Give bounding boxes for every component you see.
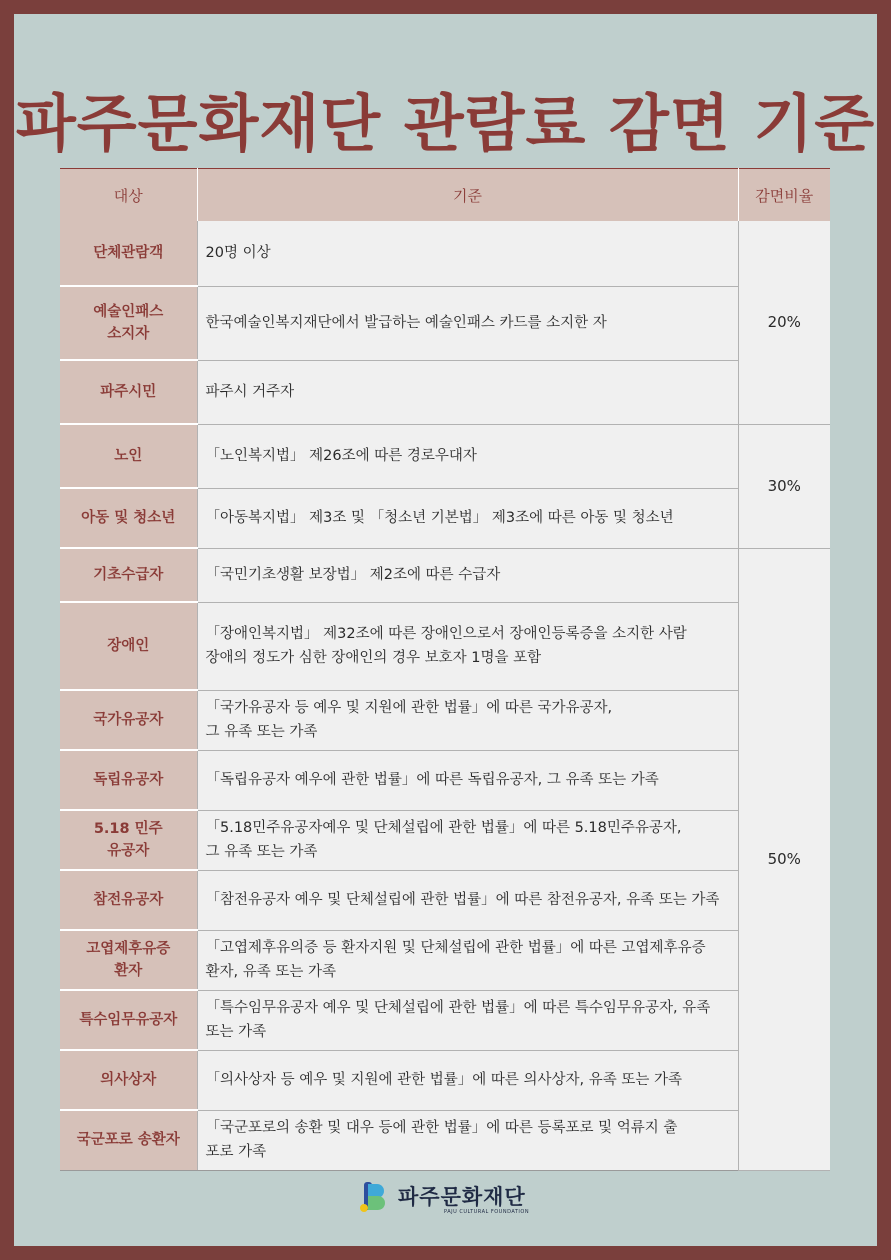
row-criteria: 20명 이상: [197, 221, 738, 286]
table-row: [60, 1110, 830, 1170]
row-target: 독립유공자: [60, 750, 197, 810]
row-target: 참전유공자: [60, 870, 197, 930]
row-target: 노인: [60, 424, 197, 488]
row-criteria: 「5.18민주유공자예우 및 단체설립에 관한 법률」에 따른 5.18민주유공자, 그 유족 또는 가족: [197, 810, 738, 870]
row-target: 국군포로 송환자: [60, 1110, 197, 1170]
table-row: [60, 1050, 830, 1110]
row-criteria: 한국예술인복지재단에서 발급하는 예술인패스 카드를 소지한 자: [197, 286, 738, 360]
row-criteria: 「독립유공자 예우에 관한 법률」에 따른 독립유공자, 그 유족 또는 가족: [197, 750, 738, 810]
discount-table: [60, 168, 830, 1171]
table-row: [60, 424, 830, 488]
row-target: 5.18 민주 유공자: [60, 810, 197, 870]
row-criteria: 「참전유공자 예우 및 단체설립에 관한 법률」에 따른 참전유공자, 유족 또는 가족: [197, 870, 738, 930]
table-row: [60, 870, 830, 930]
row-criteria: 「아동복지법」 제3조 및 「청소년 기본법」 제3조에 따른 아동 및 청소년: [197, 488, 738, 548]
row-criteria: 「국가유공자 등 예우 및 지원에 관한 법률」에 따른 국가유공자, 그 유족 또는 가족: [197, 690, 738, 750]
row-criteria: 「고엽제후유의증 등 환자지원 및 단체설립에 관한 법률」에 따른 고엽제후유증 환자, 유족 또는 가족: [197, 930, 738, 990]
row-criteria: 「의사상자 등 예우 및 지원에 관한 법률」에 따른 의사상자, 유족 또는 가족: [197, 1050, 738, 1110]
row-target: 아동 및 청소년: [60, 488, 197, 548]
page-title: 파주문화재단 관람료 감면 기준: [15, 87, 876, 160]
table-row: [60, 990, 830, 1050]
header-rate: 감면비율: [738, 169, 830, 222]
row-target: 의사상자: [60, 1050, 197, 1110]
row-criteria: 「국군포로의 송환 및 대우 등에 관한 법률」에 따른 등록포로 및 억류지 출 포로 가족: [197, 1110, 738, 1170]
row-criteria: 「노인복지법」 제26조에 따른 경로우대자: [197, 424, 738, 488]
header-criteria: 기준: [197, 169, 738, 222]
table-row: [60, 286, 830, 360]
row-target: 장애인: [60, 602, 197, 690]
table-header-row: [60, 169, 830, 222]
foundation-logo: [358, 1176, 538, 1220]
row-target: 고엽제후유증 환자: [60, 930, 197, 990]
row-target: 국가유공자: [60, 690, 197, 750]
row-target: 단체관람객: [60, 221, 197, 286]
row-target: 특수임무유공자: [60, 990, 197, 1050]
table-row: [60, 810, 830, 870]
table-row: [60, 930, 830, 990]
table-row: [60, 221, 830, 286]
foundation-logo-icon: [358, 1180, 392, 1214]
table-row: [60, 690, 830, 750]
row-criteria: 「특수임무유공자 예우 및 단체설립에 관한 법률」에 따른 특수임무유공자, 유족 또는 가족: [197, 990, 738, 1050]
table-row: [60, 488, 830, 548]
row-criteria: 「장애인복지법」 제32조에 따른 장애인으로서 장애인등록증을 소지한 사람 장애의 정도가 심한 장애인의 경우 보호자 1명을 포함: [197, 602, 738, 690]
logo-text: 파주문화재단: [398, 1185, 526, 1209]
table-row: [60, 602, 830, 690]
row-target: 기초수급자: [60, 548, 197, 602]
logo-subtext: PAJU CULTURAL FOUNDATION: [444, 1209, 530, 1215]
row-target: 파주시민: [60, 360, 197, 424]
table-row: [60, 548, 830, 602]
row-criteria: 「국민기초생활 보장법」 제2조에 따른 수급자: [197, 548, 738, 602]
row-criteria: 파주시 거주자: [197, 360, 738, 424]
row-target: 예술인패스 소지자: [60, 286, 197, 360]
header-target: 대상: [60, 169, 197, 222]
table-row: [60, 360, 830, 424]
rate-cell: 50%: [738, 548, 830, 1170]
poster: [14, 14, 877, 1246]
rate-cell: 30%: [738, 424, 830, 548]
table-row: [60, 750, 830, 810]
rate-cell: 20%: [738, 221, 830, 424]
